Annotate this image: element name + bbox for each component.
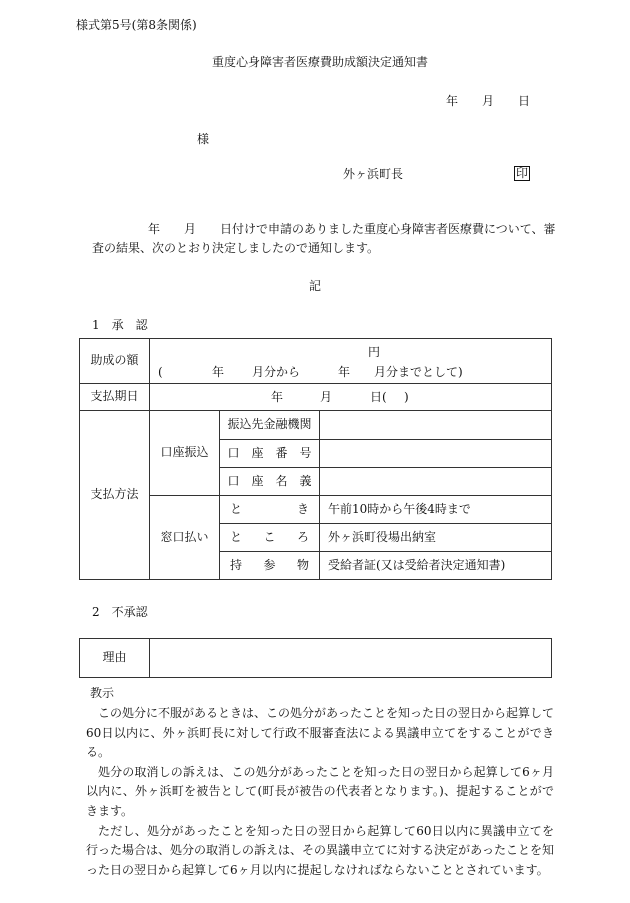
window-label: 窓口払い: [150, 496, 220, 580]
period-to-year: 年: [338, 365, 351, 379]
date-month: 月: [482, 94, 495, 108]
due-label: 支払期日: [80, 384, 150, 411]
rejection-table: [79, 638, 552, 678]
method-label: 支払方法: [80, 411, 150, 580]
transfer-bank-label: 振込先金融機関: [220, 411, 320, 440]
date-day: 日: [518, 94, 531, 108]
seal-mark: [514, 166, 530, 181]
amount-label: 助成の額: [80, 339, 150, 384]
transfer-account-number-value: [320, 440, 552, 468]
recipient-suffix: 様: [197, 132, 210, 146]
window-items-label: [220, 552, 320, 580]
window-items-char-3: 物: [296, 557, 309, 572]
window-place-label: [220, 524, 320, 552]
form-number: 様式第5号(第8条関係): [76, 18, 197, 32]
date-year: 年: [446, 94, 459, 108]
approval-table: [79, 338, 552, 580]
notice-heading: 教示: [90, 686, 115, 700]
period-open: (: [158, 365, 163, 379]
intro-month: 月: [184, 222, 197, 236]
window-place-value: 外ヶ浜町役場出納室: [320, 524, 552, 552]
period-from-year: 年: [212, 365, 225, 379]
reason-label: 理由: [80, 639, 150, 678]
transfer-account-number-label: 口 座 番 号: [220, 440, 320, 468]
seal-stamp: 印: [516, 166, 529, 180]
window-time-label: [220, 496, 320, 524]
due-year: 年: [271, 390, 284, 404]
window-items-char-1: 持: [230, 557, 243, 572]
ki-heading: 記: [309, 279, 322, 293]
notice-paragraph-2: 処分の取消しの訴えは、この処分があったことを知った日の翌日から起算して6ヶ月以内に、外ヶ浜町を被告として(町長が被告の代表者となります。)、提起することができます。: [86, 764, 554, 818]
amount-unit: 円: [368, 345, 381, 359]
transfer-account-name-label: 口 座 名 義: [220, 468, 320, 496]
due-day: 日(: [370, 390, 387, 404]
notice-body: [86, 704, 554, 880]
transfer-label: 口座振込: [150, 411, 220, 496]
window-time-value: 午前10時から午後4時まで: [320, 496, 552, 524]
document-title: 重度心身障害者医療費助成額決定通知書: [212, 55, 429, 69]
window-place-char-1: と: [230, 529, 243, 544]
period-from-month: 月分から: [252, 365, 301, 379]
transfer-bank-value: [320, 411, 552, 440]
intro-line-2: 査の結果、次のとおり決定しましたので通知します。: [92, 241, 380, 255]
intro-text: 日付けで申請のありました重度心身障害者医療費について、審: [220, 222, 556, 236]
notice-paragraph-3: ただし、処分があったことを知った日の翌日から起算して60日以内に異議申立てを行った場合は、処分の取消しの訴えは、その異議申立てに対する決定があったことを知った日の翌日から起算して6ヶ月以内に提起しなければならないこととされています。: [86, 823, 554, 877]
window-items-char-2: 参: [263, 557, 276, 572]
window-items-value: 受給者証(又は受給者決定通知書): [320, 552, 552, 580]
notice-paragraph-1: この処分に不服があるときは、この処分があったことを知った日の翌日から起算して60日以内に、外ヶ浜町長に対して行政不服審査法による異議申立てをすることができる。: [86, 706, 554, 760]
amount-cell: [150, 339, 552, 384]
due-cell: [150, 384, 552, 411]
window-time-char-2: き: [296, 501, 309, 516]
section-rejection-heading: 2 不承認: [92, 605, 148, 619]
window-place-char-2: こ: [263, 529, 276, 544]
intro-year: 年: [148, 222, 161, 236]
section-approval-heading: 1 承 認: [92, 318, 148, 332]
window-time-char-1: と: [230, 501, 243, 516]
due-close: ): [404, 390, 409, 404]
transfer-account-name-value: [320, 468, 552, 496]
due-month: 月: [320, 390, 333, 404]
issuer-name: 外ヶ浜町長: [343, 167, 404, 181]
reason-value: [150, 639, 552, 678]
period-to-month: 月分までとして): [374, 365, 463, 379]
window-place-char-3: ろ: [296, 529, 309, 544]
